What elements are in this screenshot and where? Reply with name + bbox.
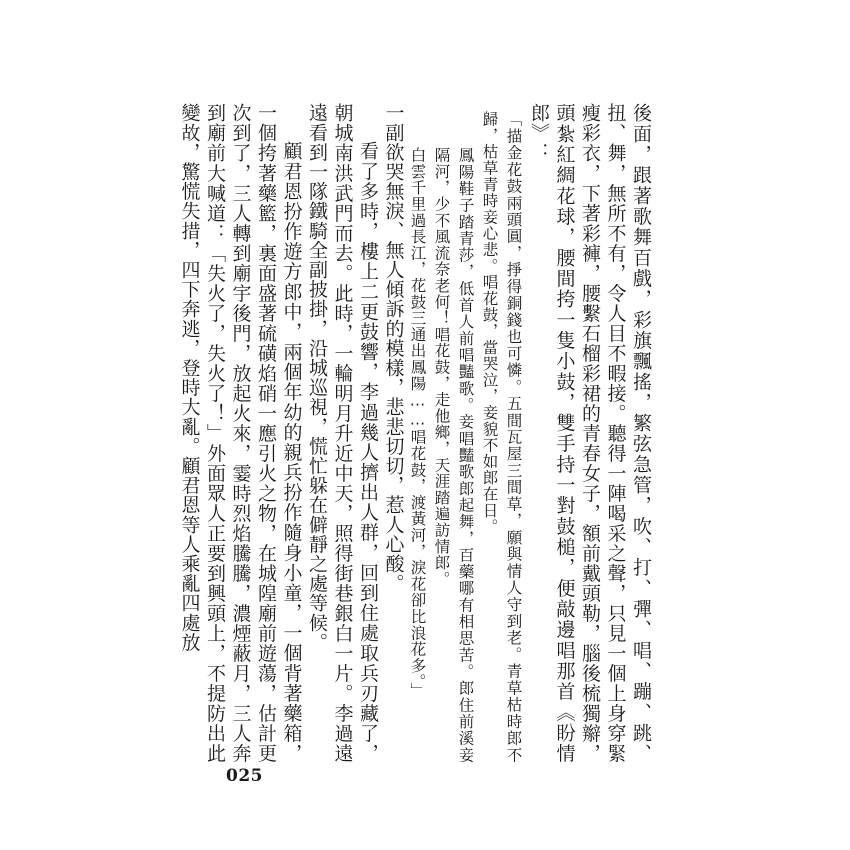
paragraph-1: 後面，跟著歌舞百戲，彩旗飄搖，繁弦急管，吹、打、彈、唱、蹦、跳、扭、舞，無所不有，令人目不暇接。聽得一陣喝采之聲，只見一個上身穿緊瘦彩衣，下著彩褲，腰繫石榴彩裙的青春女子，額前戴頭勒，腦後梳獨辮，頭紮紅綢花球，腰間挎一隻小鼓，雙手持一對鼓槌，便敲邊唱那首《盼情郎》： xyxy=(528,103,652,763)
paragraph-3: 看了多時，樓上二更鼓響，李過幾人擠出人群，回到住處取兵刃藏了，朝城南洪武門而去。此時，一輪明月升近中天，照得街巷銀白一片。李過遠遠看到一隊鐵騎全副披掛，沿城巡視，慌忙躲在僻靜之處等候。 xyxy=(306,103,379,763)
body-text xyxy=(178,103,653,763)
poem-stanza-1: 「描金花鼓兩頭圓，掙得銅錢也可憐。五間瓦屋三間草，願與情人守到老。青草枯時郎不歸，枯草青時妾心悲。唱花鼓，當哭泣，妾貌不如郎在日。 xyxy=(480,111,523,763)
paragraph-2: 一副欲哭無淚、無人傾訴的模樣，悲悲切切，惹人心酸。 xyxy=(382,103,405,593)
page-number: 025 xyxy=(226,766,263,786)
paragraph-4: 顧君恩扮作遊方郎中，兩個年幼的親兵扮作隨身小童，一個背著藥箱，一個挎著藥籃，裏面盛著硫磺焰硝一應引火之物，在城隍廟前遊蕩，估計更次到了，三人轉到廟宇後門，放起火來，霎時烈焰騰騰，濃煙蔽月，三人奔到廟前大喊道：「失火了，失火了！」外面眾人正要到興頭上，不提防出此變故，驚慌失措，四下奔逃，登時大亂。顧君恩等人乘亂四處放 xyxy=(178,103,303,763)
poem-stanza-3: 白雲千里過長江，花鼓三通出鳳陽……唱花鼓，渡黃河，淚花卻比浪花多。」 xyxy=(408,147,427,699)
poem-stanza-2: 鳳陽鞋子踏青莎，低首人前唱豔歌。妾唱豔歌郎起舞，百藥哪有相思苦。郎住前溪妾隔河，少不風流奈老何！唱花鼓，走他鄉，天涯踏遍訪情郎。 xyxy=(432,147,475,763)
